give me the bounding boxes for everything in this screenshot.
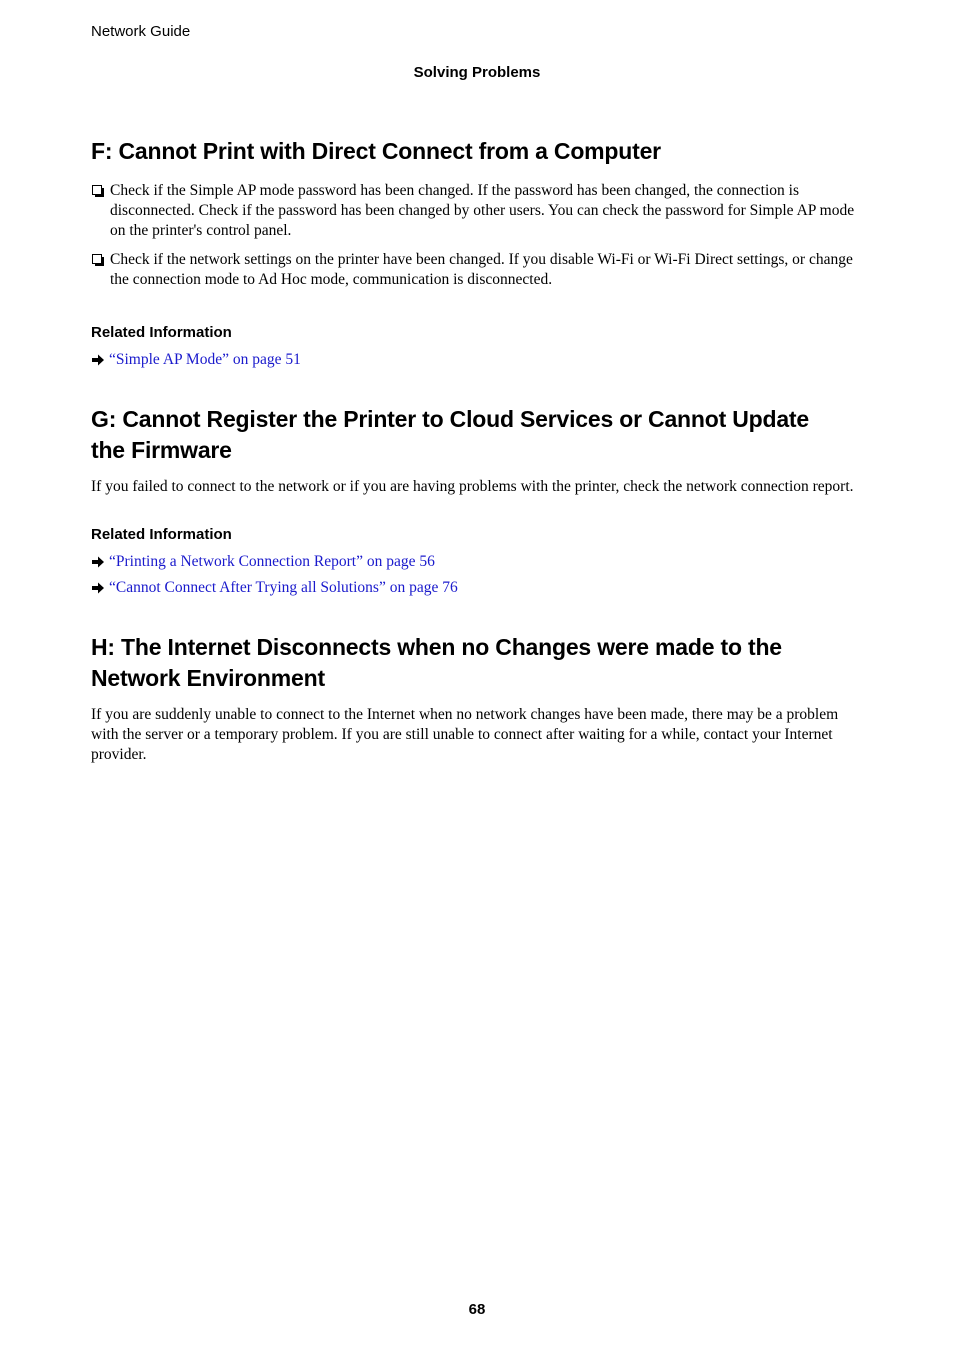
heading-line: Network Environment [91,665,325,691]
running-header-guide-title: Network Guide [91,23,191,40]
checkbox-bullet-icon [92,185,102,195]
heading-line: H: The Internet Disconnects when no Changes were made to the [91,634,782,660]
related-link-cannot-connect[interactable]: “Cannot Connect After Trying all Solutions” on page 76 [109,579,458,596]
section-f-bullet-list [91,181,866,290]
page-content [91,136,866,765]
section-f-heading: F: Cannot Print with Direct Connect from a Computer [91,138,661,164]
section-g-body: If you failed to connect to the network or if you are having problems with the printer, check the network connection report. [91,478,854,495]
heading-line: the Firmware [91,437,232,463]
bullet-text: Check if the network settings on the printer have been changed. If you disable Wi-Fi or Wi-Fi Direct settings, or change the connection mode to Ad Hoc mode, communication is disconnected. [110,251,853,288]
bullet-text: Check if the Simple AP mode password has been changed. If the password has been changed, the connection is disconnected. Check if the password has been changed by other users. You can check the password for Simple AP mode on the printer's control panel. [110,182,855,239]
list-item [91,250,866,290]
section-g-heading [91,404,866,466]
checkbox-bullet-icon [92,254,102,264]
list-item [91,181,866,241]
section-g [91,404,866,604]
related-link-network-connection-report[interactable]: “Printing a Network Connection Report” on page 56 [109,553,435,570]
arrow-right-icon [91,581,105,595]
arrow-right-icon [91,353,105,367]
related-information-heading: Related Information [91,324,232,341]
related-information-heading: Related Information [91,526,232,543]
related-link-simple-ap-mode[interactable]: “Simple AP Mode” on page 51 [109,351,301,368]
section-h [91,632,866,765]
section-f [91,136,866,376]
arrow-right-icon [91,555,105,569]
heading-line: G: Cannot Register the Printer to Cloud Services or Cannot Update [91,406,809,432]
section-h-body: If you are suddenly unable to connect to the Internet when no network changes have been made, there may be a problem with the server or a temporary problem. If you are still unable to connect after waiting for a while, contact your Internet provider. [91,706,839,763]
running-header-section-title: Solving Problems [413,64,541,81]
related-link-item [91,552,866,578]
related-link-item [91,578,866,604]
related-link-item [91,350,866,376]
page-number: 68 [468,1301,486,1318]
section-h-heading [91,632,866,694]
